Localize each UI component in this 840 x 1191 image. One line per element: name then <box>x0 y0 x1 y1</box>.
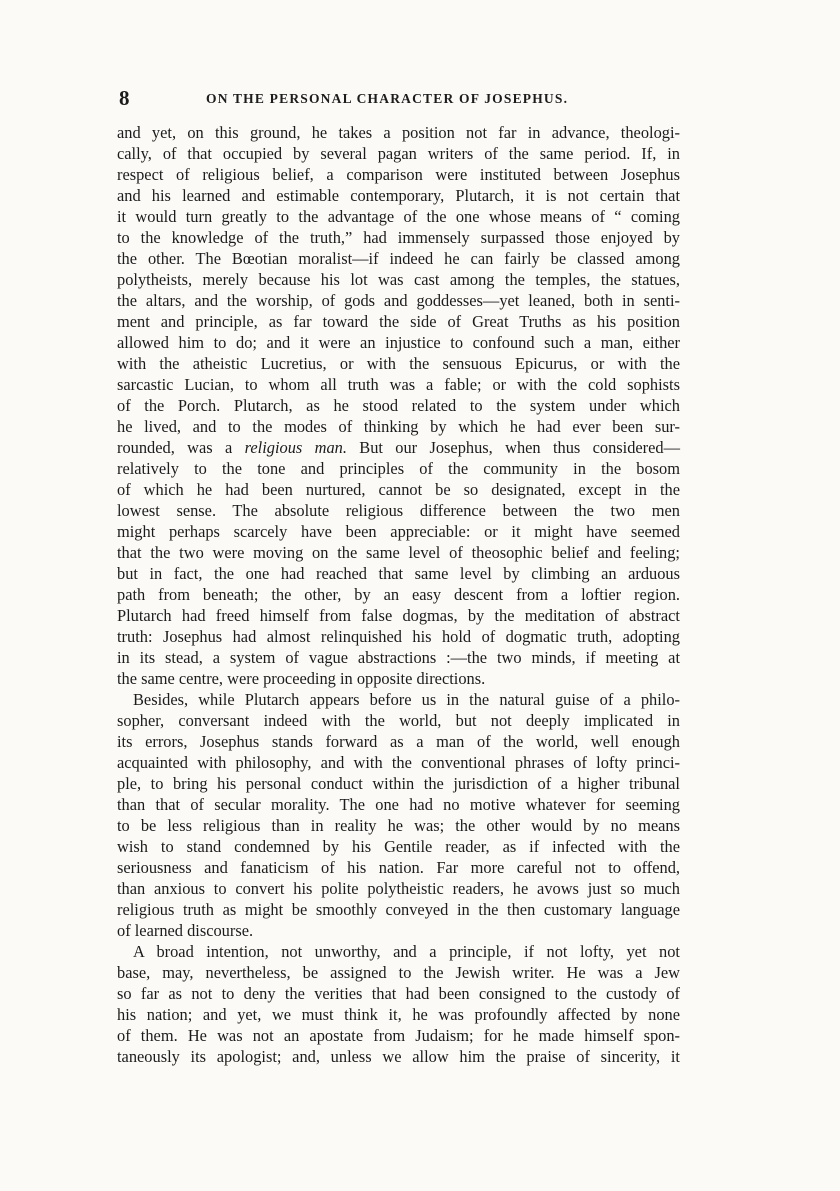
text-line: he lived, and to the modes of thinking by which he had ever been sur- <box>117 417 680 436</box>
text-line: with the atheistic Lucretius, or with the sensuous Epicurus, or with the <box>117 354 680 373</box>
text-line: lowest sense. The absolute religious difference between the two men <box>117 501 680 520</box>
text-line: seriousness and fanaticism of his nation. Far more careful not to offend, <box>117 858 680 877</box>
text-line: polytheists, merely because his lot was cast among the temples, the statues, <box>117 270 680 289</box>
text-line: of which he had been nurtured, cannot be so designated, except in the <box>117 480 680 499</box>
text-line: ment and principle, as far toward the side of Great Truths as his position <box>117 312 680 331</box>
text-line: the other. The Bœotian moralist—if indeed he can fairly be classed among <box>117 249 680 268</box>
page-number: 8 <box>119 86 130 110</box>
text-line: wish to stand condemned by his Gentile reader, as if infected with the <box>117 837 680 856</box>
text-line: its errors, Josephus stands forward as a man of the world, well enough <box>117 732 680 751</box>
text-line: and yet, on this ground, he takes a position not far in advance, theologi- <box>117 123 680 142</box>
page-header <box>0 86 840 116</box>
text-line: his nation; and yet, we must think it, he was profoundly affected by none <box>117 1005 680 1024</box>
text-line: Plutarch had freed himself from false dogmas, by the meditation of abstract <box>117 606 680 625</box>
text-line: acquainted with philosophy, and with the conventional phrases of lofty princi- <box>117 753 680 772</box>
text-line: of them. He was not an apostate from Judaism; for he made himself spon- <box>117 1026 680 1045</box>
text-line: rounded, was a religious man. But our Josephus, when thus considered— <box>117 438 681 457</box>
text-line: sopher, conversant indeed with the world, but not deeply implicated in <box>117 711 680 730</box>
text-line: sarcastic Lucian, to whom all truth was a fable; or with the cold sophists <box>117 375 680 394</box>
text-line: relatively to the tone and principles of the community in the bosom <box>117 459 680 478</box>
text-line: in its stead, a system of vague abstractions :—the two minds, if meeting at <box>117 648 680 667</box>
text-line: might perhaps scarcely have been appreciable: or it might have seemed <box>117 522 680 541</box>
text-line: Besides, while Plutarch appears before us in the natural guise of a philo- <box>133 690 680 709</box>
emphasis: religious man. <box>244 438 347 457</box>
text-line: allowed him to do; and it were an injustice to confound such a man, either <box>117 333 680 352</box>
text-line: that the two were moving on the same level of theosophic belief and feeling; <box>117 543 680 562</box>
text-line: truth: Josephus had almost relinquished his hold of dogmatic truth, adopting <box>117 627 680 646</box>
text-line: respect of religious belief, a comparison were instituted between Josephus <box>117 165 680 184</box>
text-line: than anxious to convert his polite polytheistic readers, he avows just so much <box>117 879 680 898</box>
text-line: religious truth as might be smoothly conveyed in the then customary language <box>117 900 680 919</box>
text-line: of the Porch. Plutarch, as he stood related to the system under which <box>117 396 680 415</box>
text-line: taneously its apologist; and, unless we allow him the praise of sincerity, it <box>117 1047 680 1066</box>
text-line: than that of secular morality. The one had no motive whatever for seeming <box>117 795 680 814</box>
text-line: A broad intention, not unworthy, and a principle, if not lofty, yet not <box>133 942 680 961</box>
running-head: ON THE PERSONAL CHARACTER OF JOSEPHUS. <box>206 91 569 106</box>
text-line: so far as not to deny the verities that had been consigned to the custody of <box>117 984 680 1003</box>
body-text <box>117 122 680 1067</box>
text-line: to the knowledge of the truth,” had immensely surpassed those enjoyed by <box>117 228 680 247</box>
text-line: but in fact, the one had reached that same level by climbing an arduous <box>117 564 680 583</box>
text-line: ple, to bring his personal conduct within the jurisdiction of a higher tribunal <box>117 774 680 793</box>
text-line: base, may, nevertheless, be assigned to the Jewish writer. He was a Jew <box>117 963 680 982</box>
text-line: it would turn greatly to the advantage of the one whose means of “ coming <box>117 207 680 226</box>
text-line: path from beneath; the other, by an easy descent from a loftier region. <box>117 585 680 604</box>
text-line: and his learned and estimable contemporary, Plutarch, it is not certain that <box>117 186 680 205</box>
text-line: the same centre, were proceeding in opposite directions. <box>117 669 486 688</box>
text-line: the altars, and the worship, of gods and goddesses—yet leaned, both in senti- <box>117 291 680 310</box>
text-line: cally, of that occupied by several pagan writers of the same period. If, in <box>117 144 680 163</box>
text-line: of learned discourse. <box>117 921 254 940</box>
text-line: to be less religious than in reality he was; the other would by no means <box>117 816 680 835</box>
